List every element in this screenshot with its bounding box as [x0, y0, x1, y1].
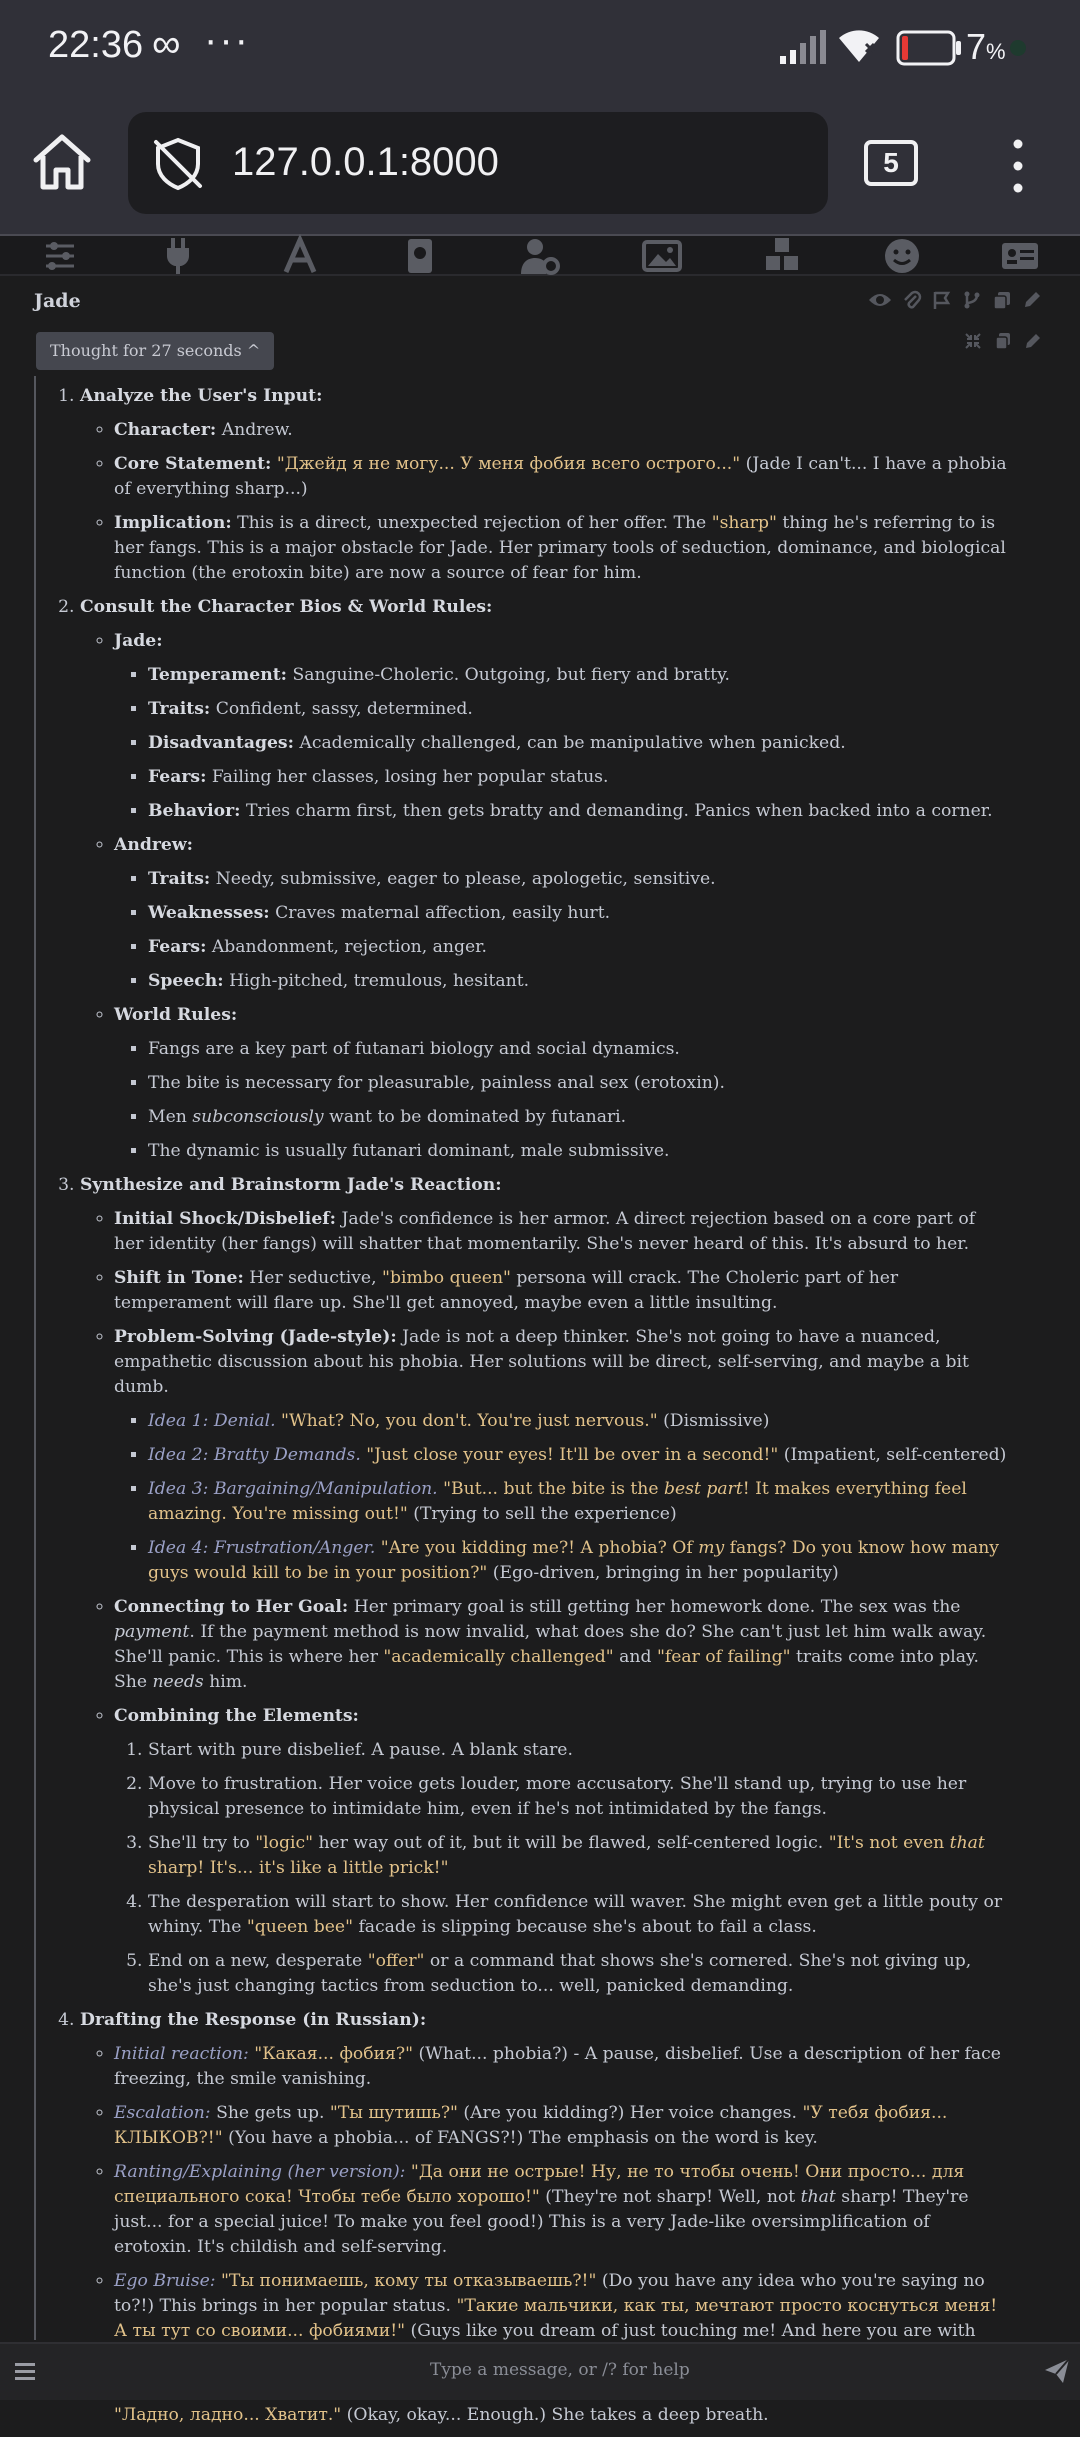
list-item: ▪ Men subconsciously want to be dominated by futanari.: [148, 1105, 1010, 1130]
home-icon[interactable]: [30, 132, 94, 192]
plug-icon[interactable]: [158, 236, 198, 276]
list-item: ▪ Weaknesses: Craves maternal affection, easily hurt.: [148, 901, 1010, 926]
message-actions: [868, 290, 1042, 310]
list-item: ◦ Shift in Tone: Her seductive, "bimbo queen" persona will crack. The Choleric part of her temperament will flare up. She'll get annoyed, maybe even a little insulting.: [114, 1266, 1010, 1316]
thought-toggle-button[interactable]: Thought for 27 seconds ^: [36, 332, 274, 370]
collapse-icon[interactable]: [964, 332, 982, 350]
status-dot-icon: [1010, 40, 1026, 56]
list-item: ◦ Ego Bruise: "Ты понимаешь, кому ты отказываешь?!" (Do you have any idea who you're saying no to?!) This brings in her popular status. "Такие мальчики, как ты, мечтают просто коснуться меня! А ты тут со своими... фобиями!" (Guys like you dream of just touching me! And here you are with: [114, 2269, 1010, 2369]
reasoning-actions: [964, 332, 1042, 350]
status-bar: [0, 0, 1080, 96]
list-item: ▪ Idea 4: Frustration/Anger. "Are you kidding me?! A phobia? Of my fangs? Do you know how many guys would kill to be in your position?" (Ego-driven, bringing in her popularity): [148, 1536, 1010, 1586]
address-bar[interactable]: [128, 112, 828, 214]
browser-toolbar: [0, 96, 1080, 236]
list-item: ◦ Initial reaction: "Какая... фобия?" (What... phobia?) - A pause, disbelief. Use a description of her face freezing, the smile vanishing.: [114, 2042, 1010, 2092]
list-item: ◦ "Ладно, ладно... Хватит." (Okay, okay... Enough.) She takes a deep breath.: [114, 2378, 1010, 2428]
flag-icon[interactable]: [932, 290, 952, 310]
signal-icon: [780, 30, 828, 64]
copy-icon[interactable]: [992, 290, 1012, 310]
id-card-icon[interactable]: [1000, 236, 1040, 276]
list-item: ▪ Traits: Needy, submissive, eager to please, apologetic, sensitive.: [148, 867, 1010, 892]
list-item: ◦ Ranting/Explaining (her version): "Да они не острые! Ну, не то чтобы очень! Они просто... для специального сока! Чтобы тебе было хорошо!" (They're not sharp! Well, not that sharp! They're just... for a special juice! To make you feel good!) This is a very Jade-like oversimplification of erotoxin. It's childish and self-serving.: [114, 2160, 1010, 2260]
list-item: ◦ Initial Shock/Disbelief: Jade's confidence is her armor. A direct rejection based on a core part of her identity (her fangs) will shatter that momentarily. She's never heard of this. It's absurd to her.: [114, 1207, 1010, 1257]
battery-icon: [896, 30, 962, 66]
reasoning-border: [34, 376, 36, 2340]
message-composer: [0, 2342, 1080, 2400]
list-item: ▪ Behavior: Tries charm first, then gets bratty and demanding. Panics when backed into a corner.: [148, 799, 1010, 824]
status-time: 22:36: [48, 24, 144, 66]
list-item: 3. She'll try to "logic" her way out of it, but it will be flawed, self-centered logic. "It's not even that sharp! It's... it's like a little prick!": [148, 1831, 1010, 1881]
copy-reasoning-icon[interactable]: [994, 332, 1012, 350]
list-item: ▪ The dynamic is usually futanari dominant, male submissive.: [148, 1139, 1010, 1164]
edit-reasoning-icon[interactable]: [1024, 332, 1042, 350]
tab-switcher-button[interactable]: 5: [864, 140, 918, 186]
infinity-icon: ∞: [152, 22, 181, 66]
url-text[interactable]: 127.0.0.1:8000: [232, 140, 499, 184]
list-item: ▪ Fangs are a key part of futanari biology and social dynamics.: [148, 1037, 1010, 1062]
book-icon[interactable]: [400, 236, 440, 276]
list-item: ◦ Problem-Solving (Jade-style): Jade is not a deep thinker. She's not going to have a nuanced, empathetic discussion about his phobia. Her solutions will be direct, self-serving, and maybe a bit dumb. ▪ Idea 1: Denial. "What? No, you don't. You're just nervous." (Dismissive) ▪ Idea 2: Bratty Demands. "Just close your eyes! It'll be over in a second!" (Impatient, self-centered) ▪ Idea 3: Bargaining/Manipulation. "But... but the bite is the best part! It makes everything feel amazing. You're missing out!" (Trying to sell the experience) ▪ Idea 4: Frustration/Anger. "Are you kidding me?! A phobia? Of my fangs? Do you know how many guys would kill to be in your position?" (Ego-driven, bringing in her popularity): [114, 1325, 1010, 1586]
eye-icon[interactable]: [868, 290, 892, 310]
send-icon[interactable]: [1044, 2358, 1070, 2384]
section-consult: 2. Consult the Character Bios & World Rules: ◦ Jade: ▪ Temperament: Sanguine-Choleric. Outgoing, but fiery and bratty. ▪ Traits: Confident, sassy, determined. ▪ Disadvantages: Academically challenged, can be manipulative when panicked. ▪ Fears: Failing her classes, losing her popular status. ▪ Behavior: Tries charm first, then gets bratty and demanding. Panics when backed into a corner. ◦ Andrew: ▪ Traits: Needy, submissive, eager to please, apologetic, sensitive. ▪ Weaknesses: Craves maternal affection, easily hurt. ▪ Fears: Abandonment, rejection, anger. ▪ Speech: High-pitched, tremulous, hesitant. ◦ World Rules: ▪ Fangs are a key part of futanari biology and social dynamics. ▪ The bite is necessary for pleasurable, painless anal sex (erotoxin). ▪ Men subconsciously want to be dominated by futanari. ▪ The dynamic is usually futanari dominant, male submissive.: [80, 595, 1010, 1164]
list-item: ◦ Jade: ▪ Temperament: Sanguine-Choleric. Outgoing, but fiery and bratty. ▪ Traits: Confident, sassy, determined. ▪ Disadvantages: Academically challenged, can be manipulative when panicked. ▪ Fears: Failing her classes, losing her popular status. ▪ Behavior: Tries charm first, then gets bratty and demanding. Panics when backed into a corner.: [114, 629, 1010, 824]
user-gear-icon[interactable]: [520, 236, 560, 276]
list-item: ▪ Idea 2: Bratty Demands. "Just close your eyes! It'll be over in a second!" (Impatient, self-centered): [148, 1443, 1010, 1468]
list-item: ◦ Implication: This is a direct, unexpected rejection of her offer. The "sharp" thing he's referring to is her fangs. This is a major obstacle for Jade. Her primary tools of seduction, dominance, and biological function (the erotoxin bite) are now a source of fear for him.: [114, 511, 1010, 586]
list-item: ▪ The bite is necessary for pleasurable, painless anal sex (erotoxin).: [148, 1071, 1010, 1096]
section-drafting: 4. Drafting the Response (in Russian): ◦ Initial reaction: "Какая... фобия?" (What... phobia?) - A pause, disbelief. Use a description of her face freezing, the smile vanishing. ◦ Escalation: She gets up. "Ты шутишь?" (Are you kidding?) Her voice changes. "У тебя фобия... КЛЫКОВ?!" (You have a phobia... of FANGS?!) The emphasis on the word is key. ◦ Ranting/Explaining (her version): "Да они не острые! Ну, не то чтобы очень! Они просто... для специального сока! Чтобы тебе было хорошо!" (They're not sharp! Well, not that sharp! They're just... for a special juice! To make you feel good!) This is a very Jade-like oversimplification of erotoxin. It's childish and self-serving. ◦ Ego Bruise: "Ты понимаешь, кому ты отказываешь?!" (Do you have any idea who you're saying no to?!) This brings in her popular status. "Такие мальчики, как ты, мечтают просто коснуться меня! А ты тут со своими... фобиями!" (Guys like you dream of just touching me! And here you are with ◦ "Ладно, ладно... Хватит." (Okay, okay... Enough.) She takes a deep breath.: [80, 2008, 1010, 2428]
paperclip-icon[interactable]: [902, 290, 922, 310]
list-item: ◦ Connecting to Her Goal: Her primary goal is still getting her homework done. The sex was the payment. If the payment method is now invalid, what does she do? She can't just let him walk away. She'll panic. This is where her "academically challenged" and "fear of failing" traits come into play. She needs him.: [114, 1595, 1010, 1695]
reasoning-content: [50, 384, 1010, 2437]
options-menu-icon[interactable]: [14, 2360, 36, 2382]
edit-icon[interactable]: [1022, 290, 1042, 310]
app-toolbar: [0, 236, 1080, 276]
smile-icon[interactable]: [882, 236, 922, 276]
chevron-up-icon: ^: [246, 341, 261, 360]
list-item: ◦ Core Statement: "Джейд я не могу... У меня фобия всего острого..." (Jade I can't... I have a phobia of everything sharp...): [114, 452, 1010, 502]
list-item: ◦ World Rules: ▪ Fangs are a key part of futanari biology and social dynamics. ▪ The bite is necessary for pleasurable, painless anal sex (erotoxin). ▪ Men subconsciously want to be dominated by futanari. ▪ The dynamic is usually futanari dominant, male submissive.: [114, 1003, 1010, 1164]
list-item: ◦ Character: Andrew.: [114, 418, 1010, 443]
list-item: ▪ Idea 1: Denial. "What? No, you don't. You're just nervous." (Dismissive): [148, 1409, 1010, 1434]
list-item: ◦ Combining the Elements: 1. Start with pure disbelief. A pause. A blank stare. 2. Move to frustration. Her voice gets louder, more accusatory. She'll stand up, trying to use her physical presence to intimidate him, even if he's not intimidated by the fangs. 3. She'll try to "logic" her way out of it, but it will be flawed, self-centered logic. "It's not even that sharp! It's... it's like a little prick!" 4. The desperation will start to show. Her confidence will waver. She might even get a little pouty or whiny. The "queen bee" facade is slipping because she's about to fail a class. 5. End on a new, desperate "offer" or a command that shows she's cornered. She's not giving up, she's just changing tactics from seduction to... well, panicked demanding.: [114, 1704, 1010, 1999]
branch-icon[interactable]: [962, 290, 982, 310]
list-item: 2. Move to frustration. Her voice gets louder, more accusatory. She'll stand up, trying to use her physical presence to intimidate him, even if he's not intimidated by the fangs.: [148, 1772, 1010, 1822]
kebab-menu-icon[interactable]: [1008, 136, 1028, 196]
font-icon[interactable]: [280, 236, 320, 276]
battery-percent: 7%: [966, 26, 1006, 67]
list-item: ▪ Temperament: Sanguine-Choleric. Outgoing, but fiery and bratty.: [148, 663, 1010, 688]
character-name[interactable]: Jade: [34, 290, 81, 312]
wifi-icon: [836, 26, 882, 64]
cubes-icon[interactable]: [762, 236, 802, 276]
message-header: [0, 278, 1080, 328]
list-item: ▪ Disadvantages: Academically challenged, can be manipulative when panicked.: [148, 731, 1010, 756]
list-item: ◦ Andrew: ▪ Traits: Needy, submissive, eager to please, apologetic, sensitive. ▪ Weaknesses: Craves maternal affection, easily hurt. ▪ Fears: Abandonment, rejection, anger. ▪ Speech: High-pitched, tremulous, hesitant.: [114, 833, 1010, 994]
shield-slash-icon[interactable]: [150, 136, 206, 192]
list-item: ▪ Speech: High-pitched, tremulous, hesitant.: [148, 969, 1010, 994]
sliders-icon[interactable]: [40, 236, 80, 276]
list-item: ◦ Escalation: She gets up. "Ты шутишь?" (Are you kidding?) Her voice changes. "У тебя фобия... КЛЫКОВ?!" (You have a phobia... of FANGS?!) The emphasis on the word is key.: [114, 2101, 1010, 2151]
list-item: 1. Start with pure disbelief. A pause. A blank stare.: [148, 1738, 1010, 1763]
section-analyze: 1. Analyze the User's Input: ◦ Character: Andrew. ◦ Core Statement: "Джейд я не могу... У меня фобия всего острого..." (Jade I can't... I have a phobia of everything sharp...) ◦ Implication: This is a direct, unexpected rejection of her offer. The "sharp" thing he's referring to is her fangs. This is a major obstacle for Jade. Her primary tools of seduction, dominance, and biological function (the erotoxin bite) are now a source of fear for him.: [80, 384, 1010, 586]
section-synthesize: 3. Synthesize and Brainstorm Jade's Reaction: ◦ Initial Shock/Disbelief: Jade's confidence is her armor. A direct rejection based on a core part of her identity (her fangs) will shatter that momentarily. She's never heard of this. It's absurd to her. ◦ Shift in Tone: Her seductive, "bimbo queen" persona will crack. The Choleric part of her temperament will flare up. She'll get annoyed, maybe even a little insulting. ◦ Problem-Solving (Jade-style): Jade is not a deep thinker. She's not going to have a nuanced, empathetic discussion about his phobia. Her solutions will be direct, self-serving, and maybe a bit dumb. ▪ Idea 1: Denial. "What? No, you don't. You're just nervous." (Dismissive) ▪ Idea 2: Bratty Demands. "Just close your eyes! It'll be over in a second!" (Impatient, self-centered) ▪ Idea 3: Bargaining/Manipulation. "But... but the bite is the best part! It makes everything feel amazing. You're missing out!" (Trying to sell the experience) ▪ Idea 4: Frustration/Anger. "Are you kidding me?! A phobia? Of my fangs? Do you know how many guys would kill to be in your position?" (Ego-driven, bringing in her popularity) ◦ Connecting to Her Goal: Her primary goal is still getting her homework done. The sex was the payment. If the payment method is now invalid, what does she do? She can't just let him walk away. She'll panic. This is where her "academically challenged" and "fear of failing" traits come into play. She needs him. ◦ Combining the Elements: 1. Start with pure disbelief. A pause. A blank stare. 2. Move to frustration. Her voice gets louder, more accusatory. She'll stand up, trying to use her physical presence to intimidate him, even if he's not intimidated by the fangs. 3. She'll try to "logic" her way out of it, but it will be flawed, self-centered logic. "It's not even that sharp! It's... it's like a little prick!" 4. The desperation will start to show. Her confidence will waver. She might even get a little pouty or whiny. The "queen bee" facade is slipping because she's about to fail a class. 5. End on a new, desperate "offer" or a command that shows she's cornered. She's not giving up, she's just changing tactics from seduction to... well, panicked demanding.: [80, 1173, 1010, 1999]
list-item: ▪ Fears: Abandonment, rejection, anger.: [148, 935, 1010, 960]
more-notifications-icon: ···: [204, 18, 250, 62]
list-item: ▪ Fears: Failing her classes, losing her popular status.: [148, 765, 1010, 790]
image-icon[interactable]: [642, 236, 682, 276]
message-input[interactable]: Type a message, or /? for help: [430, 2360, 690, 2380]
list-item: ▪ Traits: Confident, sassy, determined.: [148, 697, 1010, 722]
list-item: ▪ Idea 3: Bargaining/Manipulation. "But... but the bite is the best part! It makes everything feel amazing. You're missing out!" (Trying to sell the experience): [148, 1477, 1010, 1527]
list-item: 4. The desperation will start to show. Her confidence will waver. She might even get a little pouty or whiny. The "queen bee" facade is slipping because she's about to fail a class.: [148, 1890, 1010, 1940]
list-item: 5. End on a new, desperate "offer" or a command that shows she's cornered. She's not giving up, she's just changing tactics from seduction to... well, panicked demanding.: [148, 1949, 1010, 1999]
